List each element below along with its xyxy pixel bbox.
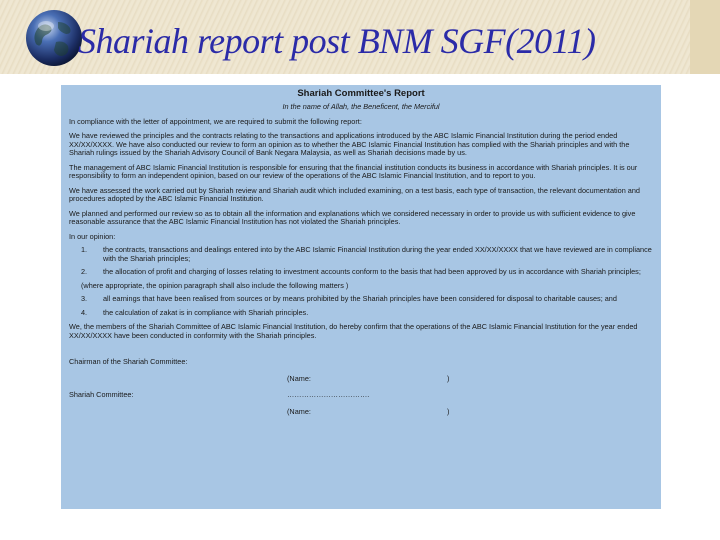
opinion-item-number: 1.	[81, 245, 88, 254]
report-paragraph: We planned and performed our review so as to obtain all the information and explanations which we considered necessary in order to provide us with sufficient evidence to give reasonable assurance that the ABC Islamic Financial Institution has not violated the Shariah principles.	[69, 208, 636, 226]
opinion-item	[69, 309, 653, 318]
opinion-item-text: the calculation of zakat is in compliance with Shariah principles.	[103, 307, 309, 317]
signature-row	[69, 391, 653, 400]
opinion-item	[69, 295, 653, 304]
opinion-item-number: 4.	[81, 307, 88, 317]
globe-icon	[24, 8, 84, 68]
report-paragraph: We have assessed the work carried out by Shariah review and Shariah audit which included examining, on a test basis, each type of transaction, the relevant documentation and procedures adopted by the ABC Islamic Financial Institution.	[69, 185, 640, 203]
signature-row	[69, 408, 653, 417]
opinion-item-number: 2.	[81, 267, 88, 276]
report-paragraph: We have reviewed the principles and the contracts relating to the transactions and applications introduced by the ABC Islamic Financial Institution during the period ended XX/XX/XXXX. We have also conducted our review to form an opinion as to whether the ABC Islamic Financial Institution has complied with the Shariah principles and with the Shariah rulings issued by the Shariah Advisory Council of Bank Negara Malaysia, as well as Shariah decisions made by us.	[69, 131, 630, 157]
report-subheading: In the name of Allah, the Beneficent, the Merciful	[282, 102, 440, 111]
slide-title: Shariah report post BNM SGF(2011)	[78, 21, 596, 61]
opinion-item-text: the contracts, transactions and dealings entered into by the ABC Islamic Financial Institution during the year ended XX/XX/XXXX that we have reviewed are in compliance with the Shariah principles;	[103, 245, 652, 263]
shariah-report-document	[61, 85, 661, 509]
opinion-item-text: all earnings that have been realised from sources or by means prohibited by the Shariah principles have been considered for disposal to charitable causes; and	[103, 294, 617, 303]
opinion-heading: In our opinion:	[69, 231, 116, 241]
name-close: )	[447, 406, 450, 416]
name-label: (Name:	[287, 373, 311, 383]
name-label: (Name:	[287, 406, 311, 416]
closing-paragraph: We, the members of the Shariah Committee of ABC Islamic Financial Institution, do hereby confirm that the operations of the ABC Islamic Financial Institution for the year ended XX/XX/XXXX have been conducted in conformity with the Shariah principles.	[69, 322, 638, 340]
title-bar-edge	[690, 0, 720, 74]
signature-spacer	[69, 375, 287, 384]
opinion-note: (where appropriate, the opinion paragraph shall also include the following matters )	[81, 280, 349, 290]
opinion-item	[69, 268, 653, 277]
opinion-item-number: 3.	[81, 294, 88, 303]
signature-row	[69, 375, 653, 384]
name-close: )	[447, 373, 450, 383]
report-heading: Shariah Committee's Report	[297, 88, 425, 99]
opinion-item-text: the allocation of profit and charging of losses relating to investment accounts conform to the basis that had been approved by us in accordance with Shariah principles;	[103, 267, 641, 276]
signature-spacer	[69, 408, 287, 417]
committee-label: Shariah Committee:	[69, 390, 134, 399]
report-paragraph: The management of ABC Islamic Financial Institution is responsible for ensuring that the financial institution conducts its business in accordance with Shariah principles. It is our responsibility to form an independent opinion, based on our review of the operations of the ABC Islamic Financial Institution, and to report to you.	[69, 162, 638, 180]
report-paragraph: In compliance with the letter of appointment, we are required to submit the following report:	[69, 116, 362, 126]
opinion-item	[69, 246, 653, 263]
chairman-label: Chairman of the Shariah Committee:	[69, 357, 188, 366]
signature-spacer	[447, 391, 653, 400]
signature-dots: …………………………….	[287, 390, 370, 399]
